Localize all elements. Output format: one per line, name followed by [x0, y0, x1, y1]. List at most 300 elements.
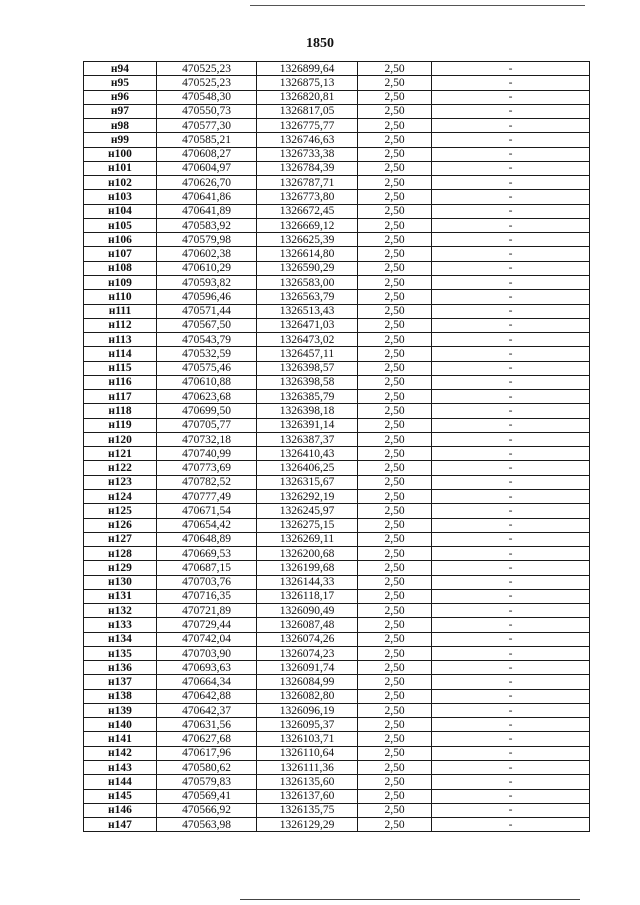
description-cell: - — [432, 432, 590, 446]
table-row — [84, 575, 590, 589]
x-coordinate-cell: 470642,88 — [157, 689, 257, 703]
point-name-cell: н120 — [84, 432, 157, 446]
x-coordinate-cell: 470623,68 — [157, 390, 257, 404]
description-cell: - — [432, 761, 590, 775]
y-coordinate-cell: 1326733,38 — [257, 147, 358, 161]
description-cell: - — [432, 275, 590, 289]
description-cell: - — [432, 504, 590, 518]
table-row — [84, 261, 590, 275]
y-coordinate-cell: 1326391,14 — [257, 418, 358, 432]
x-coordinate-cell: 470550,73 — [157, 104, 257, 118]
table-row — [84, 218, 590, 232]
accuracy-cell: 2,50 — [358, 404, 432, 418]
y-coordinate-cell: 1326091,74 — [257, 661, 358, 675]
description-cell: - — [432, 461, 590, 475]
description-cell: - — [432, 218, 590, 232]
description-cell: - — [432, 233, 590, 247]
x-coordinate-cell: 470642,37 — [157, 703, 257, 717]
description-cell: - — [432, 818, 590, 832]
x-coordinate-cell: 470548,30 — [157, 90, 257, 104]
description-cell: - — [432, 746, 590, 760]
description-cell: - — [432, 703, 590, 717]
description-cell: - — [432, 589, 590, 603]
description-cell: - — [432, 732, 590, 746]
accuracy-cell: 2,50 — [358, 133, 432, 147]
y-coordinate-cell: 1326820,81 — [257, 90, 358, 104]
table-row — [84, 133, 590, 147]
accuracy-cell: 2,50 — [358, 176, 432, 190]
y-coordinate-cell: 1326096,19 — [257, 703, 358, 717]
y-coordinate-cell: 1326563,79 — [257, 290, 358, 304]
table-row — [84, 489, 590, 503]
description-cell: - — [432, 361, 590, 375]
x-coordinate-cell: 470579,83 — [157, 775, 257, 789]
x-coordinate-cell: 470669,53 — [157, 547, 257, 561]
description-cell: - — [432, 190, 590, 204]
point-name-cell: н112 — [84, 318, 157, 332]
description-cell: - — [432, 475, 590, 489]
y-coordinate-cell: 1326095,37 — [257, 718, 358, 732]
x-coordinate-cell: 470687,15 — [157, 561, 257, 575]
table-row — [84, 347, 590, 361]
table-row — [84, 518, 590, 532]
table-row — [84, 176, 590, 190]
x-coordinate-cell: 470773,69 — [157, 461, 257, 475]
x-coordinate-cell: 470631,56 — [157, 718, 257, 732]
y-coordinate-cell: 1326669,12 — [257, 218, 358, 232]
accuracy-cell: 2,50 — [358, 475, 432, 489]
description-cell: - — [432, 247, 590, 261]
description-cell: - — [432, 304, 590, 318]
y-coordinate-cell: 1326129,29 — [257, 818, 358, 832]
x-coordinate-cell: 470703,90 — [157, 646, 257, 660]
accuracy-cell: 2,50 — [358, 304, 432, 318]
accuracy-cell: 2,50 — [358, 104, 432, 118]
x-coordinate-cell: 470596,46 — [157, 290, 257, 304]
x-coordinate-cell: 470532,59 — [157, 347, 257, 361]
table-row — [84, 304, 590, 318]
description-cell: - — [432, 803, 590, 817]
x-coordinate-cell: 470664,34 — [157, 675, 257, 689]
x-coordinate-cell: 470608,27 — [157, 147, 257, 161]
y-coordinate-cell: 1326199,68 — [257, 561, 358, 575]
x-coordinate-cell: 470777,49 — [157, 489, 257, 503]
description-cell: - — [432, 518, 590, 532]
point-name-cell: н97 — [84, 104, 157, 118]
x-coordinate-cell: 470721,89 — [157, 604, 257, 618]
table-row — [84, 247, 590, 261]
point-name-cell: н114 — [84, 347, 157, 361]
table-row — [84, 290, 590, 304]
table-row — [84, 761, 590, 775]
point-name-cell: н131 — [84, 589, 157, 603]
accuracy-cell: 2,50 — [358, 761, 432, 775]
y-coordinate-cell: 1326387,37 — [257, 432, 358, 446]
point-name-cell: н129 — [84, 561, 157, 575]
description-cell: - — [432, 104, 590, 118]
point-name-cell: н96 — [84, 90, 157, 104]
table-row — [84, 62, 590, 76]
y-coordinate-cell: 1326111,36 — [257, 761, 358, 775]
accuracy-cell: 2,50 — [358, 204, 432, 218]
accuracy-cell: 2,50 — [358, 746, 432, 760]
description-cell: - — [432, 176, 590, 190]
table-row — [84, 732, 590, 746]
table-row — [84, 318, 590, 332]
accuracy-cell: 2,50 — [358, 618, 432, 632]
accuracy-cell: 2,50 — [358, 432, 432, 446]
accuracy-cell: 2,50 — [358, 675, 432, 689]
coordinates-table — [83, 61, 590, 832]
point-name-cell: н132 — [84, 604, 157, 618]
description-cell: - — [432, 133, 590, 147]
table-row — [84, 147, 590, 161]
table-row — [84, 504, 590, 518]
table-row — [84, 746, 590, 760]
x-coordinate-cell: 470585,21 — [157, 133, 257, 147]
x-coordinate-cell: 470617,96 — [157, 746, 257, 760]
accuracy-cell: 2,50 — [358, 390, 432, 404]
table-row — [84, 632, 590, 646]
accuracy-cell: 2,50 — [358, 161, 432, 175]
top-scan-line — [250, 5, 585, 6]
y-coordinate-cell: 1326614,80 — [257, 247, 358, 261]
y-coordinate-cell: 1326090,49 — [257, 604, 358, 618]
y-coordinate-cell: 1326110,64 — [257, 746, 358, 760]
point-name-cell: н107 — [84, 247, 157, 261]
y-coordinate-cell: 1326457,11 — [257, 347, 358, 361]
x-coordinate-cell: 470566,92 — [157, 803, 257, 817]
table-row — [84, 404, 590, 418]
table-row — [84, 589, 590, 603]
accuracy-cell: 2,50 — [358, 218, 432, 232]
accuracy-cell: 2,50 — [358, 190, 432, 204]
point-name-cell: н115 — [84, 361, 157, 375]
y-coordinate-cell: 1326103,71 — [257, 732, 358, 746]
accuracy-cell: 2,50 — [358, 818, 432, 832]
table-row — [84, 532, 590, 546]
table-row — [84, 703, 590, 717]
point-name-cell: н140 — [84, 718, 157, 732]
x-coordinate-cell: 470729,44 — [157, 618, 257, 632]
y-coordinate-cell: 1326773,80 — [257, 190, 358, 204]
description-cell: - — [432, 575, 590, 589]
x-coordinate-cell: 470648,89 — [157, 532, 257, 546]
point-name-cell: н116 — [84, 375, 157, 389]
accuracy-cell: 2,50 — [358, 90, 432, 104]
table-row — [84, 432, 590, 446]
x-coordinate-cell: 470569,41 — [157, 789, 257, 803]
y-coordinate-cell: 1326625,39 — [257, 233, 358, 247]
point-name-cell: н106 — [84, 233, 157, 247]
bottom-scan-line — [240, 899, 580, 900]
table-row — [84, 803, 590, 817]
accuracy-cell: 2,50 — [358, 318, 432, 332]
table-row — [84, 561, 590, 575]
x-coordinate-cell: 470740,99 — [157, 447, 257, 461]
y-coordinate-cell: 1326385,79 — [257, 390, 358, 404]
table-row — [84, 161, 590, 175]
point-name-cell: н103 — [84, 190, 157, 204]
point-name-cell: н111 — [84, 304, 157, 318]
point-name-cell: н123 — [84, 475, 157, 489]
point-name-cell: н144 — [84, 775, 157, 789]
point-name-cell: н139 — [84, 703, 157, 717]
x-coordinate-cell: 470782,52 — [157, 475, 257, 489]
accuracy-cell: 2,50 — [358, 703, 432, 717]
description-cell: - — [432, 404, 590, 418]
point-name-cell: н128 — [84, 547, 157, 561]
y-coordinate-cell: 1326398,18 — [257, 404, 358, 418]
y-coordinate-cell: 1326784,39 — [257, 161, 358, 175]
description-cell: - — [432, 318, 590, 332]
x-coordinate-cell: 470567,50 — [157, 318, 257, 332]
accuracy-cell: 2,50 — [358, 247, 432, 261]
x-coordinate-cell: 470602,38 — [157, 247, 257, 261]
point-name-cell: н145 — [84, 789, 157, 803]
point-name-cell: н130 — [84, 575, 157, 589]
accuracy-cell: 2,50 — [358, 347, 432, 361]
table-row — [84, 76, 590, 90]
x-coordinate-cell: 470626,70 — [157, 176, 257, 190]
accuracy-cell: 2,50 — [358, 375, 432, 389]
description-cell: - — [432, 76, 590, 90]
description-cell: - — [432, 689, 590, 703]
accuracy-cell: 2,50 — [358, 547, 432, 561]
table-row — [84, 361, 590, 375]
point-name-cell: н142 — [84, 746, 157, 760]
x-coordinate-cell: 470563,98 — [157, 818, 257, 832]
accuracy-cell: 2,50 — [358, 333, 432, 347]
point-name-cell: н104 — [84, 204, 157, 218]
y-coordinate-cell: 1326513,43 — [257, 304, 358, 318]
accuracy-cell: 2,50 — [358, 718, 432, 732]
x-coordinate-cell: 470575,46 — [157, 361, 257, 375]
point-name-cell: н118 — [84, 404, 157, 418]
accuracy-cell: 2,50 — [358, 646, 432, 660]
description-cell: - — [432, 204, 590, 218]
description-cell: - — [432, 618, 590, 632]
table-row — [84, 718, 590, 732]
point-name-cell: н102 — [84, 176, 157, 190]
description-cell: - — [432, 290, 590, 304]
description-cell: - — [432, 775, 590, 789]
accuracy-cell: 2,50 — [358, 661, 432, 675]
table-row — [84, 547, 590, 561]
x-coordinate-cell: 470525,23 — [157, 62, 257, 76]
point-name-cell: н141 — [84, 732, 157, 746]
accuracy-cell: 2,50 — [358, 233, 432, 247]
y-coordinate-cell: 1326590,29 — [257, 261, 358, 275]
x-coordinate-cell: 470593,82 — [157, 275, 257, 289]
accuracy-cell: 2,50 — [358, 504, 432, 518]
x-coordinate-cell: 470703,76 — [157, 575, 257, 589]
y-coordinate-cell: 1326144,33 — [257, 575, 358, 589]
y-coordinate-cell: 1326118,17 — [257, 589, 358, 603]
accuracy-cell: 2,50 — [358, 518, 432, 532]
point-name-cell: н134 — [84, 632, 157, 646]
point-name-cell: н110 — [84, 290, 157, 304]
y-coordinate-cell: 1326084,99 — [257, 675, 358, 689]
accuracy-cell: 2,50 — [358, 789, 432, 803]
point-name-cell: н113 — [84, 333, 157, 347]
y-coordinate-cell: 1326410,43 — [257, 447, 358, 461]
table-row — [84, 789, 590, 803]
x-coordinate-cell: 470641,89 — [157, 204, 257, 218]
accuracy-cell: 2,50 — [358, 361, 432, 375]
table-row — [84, 818, 590, 832]
x-coordinate-cell: 470525,23 — [157, 76, 257, 90]
point-name-cell: н138 — [84, 689, 157, 703]
point-name-cell: н100 — [84, 147, 157, 161]
accuracy-cell: 2,50 — [358, 62, 432, 76]
y-coordinate-cell: 1326398,57 — [257, 361, 358, 375]
x-coordinate-cell: 470693,63 — [157, 661, 257, 675]
accuracy-cell: 2,50 — [358, 732, 432, 746]
description-cell: - — [432, 347, 590, 361]
description-cell: - — [432, 447, 590, 461]
accuracy-cell: 2,50 — [358, 575, 432, 589]
description-cell: - — [432, 675, 590, 689]
accuracy-cell: 2,50 — [358, 261, 432, 275]
x-coordinate-cell: 470699,50 — [157, 404, 257, 418]
accuracy-cell: 2,50 — [358, 775, 432, 789]
description-cell: - — [432, 62, 590, 76]
accuracy-cell: 2,50 — [358, 589, 432, 603]
accuracy-cell: 2,50 — [358, 489, 432, 503]
y-coordinate-cell: 1326473,02 — [257, 333, 358, 347]
description-cell: - — [432, 147, 590, 161]
point-name-cell: н143 — [84, 761, 157, 775]
description-cell: - — [432, 261, 590, 275]
y-coordinate-cell: 1326746,63 — [257, 133, 358, 147]
y-coordinate-cell: 1326775,77 — [257, 119, 358, 133]
table-row — [84, 375, 590, 389]
point-name-cell: н146 — [84, 803, 157, 817]
y-coordinate-cell: 1326315,67 — [257, 475, 358, 489]
accuracy-cell: 2,50 — [358, 604, 432, 618]
point-name-cell: н126 — [84, 518, 157, 532]
x-coordinate-cell: 470641,86 — [157, 190, 257, 204]
point-name-cell: н98 — [84, 119, 157, 133]
point-name-cell: н137 — [84, 675, 157, 689]
description-cell: - — [432, 418, 590, 432]
y-coordinate-cell: 1326074,26 — [257, 632, 358, 646]
description-cell: - — [432, 161, 590, 175]
table-row — [84, 461, 590, 475]
description-cell: - — [432, 789, 590, 803]
x-coordinate-cell: 470716,35 — [157, 589, 257, 603]
y-coordinate-cell: 1326135,75 — [257, 803, 358, 817]
description-cell: - — [432, 718, 590, 732]
x-coordinate-cell: 470580,62 — [157, 761, 257, 775]
y-coordinate-cell: 1326087,48 — [257, 618, 358, 632]
accuracy-cell: 2,50 — [358, 447, 432, 461]
point-name-cell: н135 — [84, 646, 157, 660]
table-row — [84, 233, 590, 247]
table-row — [84, 618, 590, 632]
accuracy-cell: 2,50 — [358, 461, 432, 475]
accuracy-cell: 2,50 — [358, 147, 432, 161]
point-name-cell: н127 — [84, 532, 157, 546]
x-coordinate-cell: 470571,44 — [157, 304, 257, 318]
y-coordinate-cell: 1326471,03 — [257, 318, 358, 332]
y-coordinate-cell: 1326275,15 — [257, 518, 358, 532]
y-coordinate-cell: 1326406,25 — [257, 461, 358, 475]
description-cell: - — [432, 532, 590, 546]
page-number: 1850 — [306, 36, 334, 51]
table-row — [84, 475, 590, 489]
accuracy-cell: 2,50 — [358, 561, 432, 575]
description-cell: - — [432, 604, 590, 618]
description-cell: - — [432, 547, 590, 561]
y-coordinate-cell: 1326269,11 — [257, 532, 358, 546]
table-row — [84, 689, 590, 703]
x-coordinate-cell: 470671,54 — [157, 504, 257, 518]
y-coordinate-cell: 1326899,64 — [257, 62, 358, 76]
point-name-cell: н109 — [84, 275, 157, 289]
point-name-cell: н95 — [84, 76, 157, 90]
point-name-cell: н125 — [84, 504, 157, 518]
table-row — [84, 275, 590, 289]
point-name-cell: н119 — [84, 418, 157, 432]
point-name-cell: н121 — [84, 447, 157, 461]
point-name-cell: н101 — [84, 161, 157, 175]
description-cell: - — [432, 119, 590, 133]
description-cell: - — [432, 561, 590, 575]
y-coordinate-cell: 1326245,97 — [257, 504, 358, 518]
x-coordinate-cell: 470742,04 — [157, 632, 257, 646]
x-coordinate-cell: 470705,77 — [157, 418, 257, 432]
accuracy-cell: 2,50 — [358, 76, 432, 90]
table-row — [84, 775, 590, 789]
x-coordinate-cell: 470579,98 — [157, 233, 257, 247]
table-row — [84, 604, 590, 618]
point-name-cell: н122 — [84, 461, 157, 475]
y-coordinate-cell: 1326137,60 — [257, 789, 358, 803]
accuracy-cell: 2,50 — [358, 119, 432, 133]
y-coordinate-cell: 1326583,00 — [257, 275, 358, 289]
y-coordinate-cell: 1326817,05 — [257, 104, 358, 118]
x-coordinate-cell: 470610,88 — [157, 375, 257, 389]
x-coordinate-cell: 470543,79 — [157, 333, 257, 347]
point-name-cell: н105 — [84, 218, 157, 232]
table-row — [84, 646, 590, 660]
x-coordinate-cell: 470654,42 — [157, 518, 257, 532]
coordinates-table-body — [84, 62, 590, 832]
description-cell: - — [432, 390, 590, 404]
point-name-cell: н124 — [84, 489, 157, 503]
table-row — [84, 333, 590, 347]
x-coordinate-cell: 470604,97 — [157, 161, 257, 175]
point-name-cell: н117 — [84, 390, 157, 404]
table-row — [84, 418, 590, 432]
y-coordinate-cell: 1326875,13 — [257, 76, 358, 90]
table-row — [84, 119, 590, 133]
y-coordinate-cell: 1326074,23 — [257, 646, 358, 660]
table-row — [84, 204, 590, 218]
accuracy-cell: 2,50 — [358, 418, 432, 432]
point-name-cell: н108 — [84, 261, 157, 275]
point-name-cell: н99 — [84, 133, 157, 147]
accuracy-cell: 2,50 — [358, 290, 432, 304]
point-name-cell: н136 — [84, 661, 157, 675]
table-row — [84, 104, 590, 118]
table-row — [84, 190, 590, 204]
description-cell: - — [432, 90, 590, 104]
table-row — [84, 447, 590, 461]
description-cell: - — [432, 333, 590, 347]
